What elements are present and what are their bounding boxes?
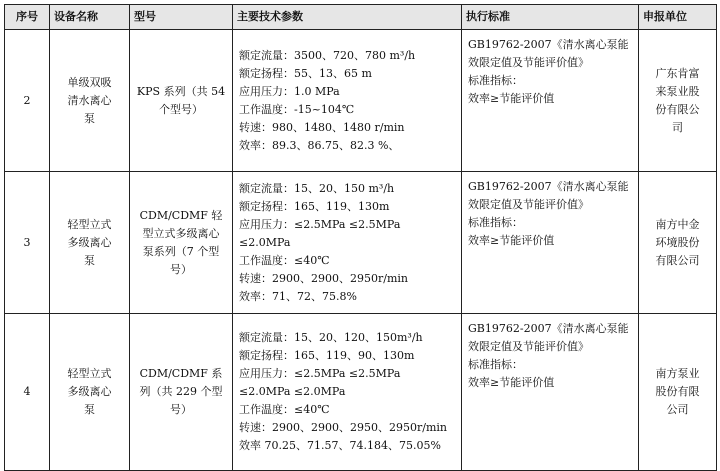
header-main-params: 主要技术参数 <box>233 5 462 30</box>
standard-cell <box>462 30 639 172</box>
table-row <box>5 314 717 471</box>
applicant-line: 股份有限 <box>655 385 700 398</box>
model-line: 列（共 229 个型 <box>139 385 223 398</box>
standard-line: 标准指标： <box>468 216 523 229</box>
standard-line: 效限定值及节能评价值》 <box>468 340 589 353</box>
model-line: CDM/CDMF 系 <box>139 367 223 380</box>
param-line: 应用压力：≤2.5MPa ≤2.5MPa <box>239 367 401 380</box>
applicant-line: 环境股份 <box>655 235 700 249</box>
standard-line: 标准指标： <box>468 358 523 371</box>
standard-line: 效率≥节能评价值 <box>468 376 555 389</box>
standard-cell <box>462 172 639 314</box>
device-name-line: 单级双吸 <box>67 75 112 89</box>
param-line: 转速：2900、2900、2950r/min <box>239 271 408 285</box>
applicant-cell <box>639 314 717 471</box>
model-line: CDM/CDMF 轻 <box>139 208 223 222</box>
param-line: 效率：89.3、86.75、82.3 %、 <box>239 138 400 152</box>
params-cell <box>233 172 462 314</box>
param-line: 额定扬程：55、13、65 m <box>239 66 372 80</box>
standard-line: GB19762-2007《清水离心泵能 <box>468 38 629 51</box>
applicant-line: 南方泵业 <box>655 367 700 380</box>
model-line: 泵系列（7 个型 <box>142 244 220 258</box>
param-line: 转速：2900、2900、2950、2950r/min <box>239 421 447 434</box>
device-name-line: 轻型立式 <box>67 367 112 380</box>
param-line: 转速：980、1480、1480 r/min <box>239 120 405 134</box>
param-line: 额定扬程：165、119、90、130m <box>239 349 415 362</box>
header-seq: 序号 <box>5 5 50 30</box>
model-line: 号） <box>170 403 192 416</box>
param-line: 额定流量：15、20、150 m³/h <box>239 181 395 195</box>
device-name-line: 轻型立式 <box>67 217 112 231</box>
param-line: 工作温度：-15~104℃ <box>239 102 355 116</box>
standard-line: 标准指标： <box>468 74 523 87</box>
param-line: 效率 70.25、71.57、74.184、75.05% <box>239 439 441 452</box>
param-line: 效率：71、72、75.8% <box>239 289 357 303</box>
device-name-cell <box>50 314 130 471</box>
model-line: KPS 系列（共 54 <box>136 84 226 98</box>
applicant-cell <box>639 30 717 172</box>
applicant-line: 有限公司 <box>655 253 700 267</box>
params-cell <box>233 30 462 172</box>
standard-line: 效率≥节能评价值 <box>468 234 555 247</box>
header-row <box>5 5 717 30</box>
device-name-cell <box>50 172 130 314</box>
model-cell <box>130 314 233 471</box>
model-line: 号） <box>170 262 192 276</box>
applicant-line: 份有限公 <box>655 102 700 116</box>
applicant-cell <box>639 172 717 314</box>
model-line: 型立式多级离心 <box>142 226 220 240</box>
header-model: 型号 <box>130 5 233 30</box>
param-line: 工作温度：≤40℃ <box>239 253 330 267</box>
applicant-line: 广东肯富 <box>655 66 700 80</box>
param-line: 额定扬程：165、119、130m <box>239 199 390 213</box>
model-line: 个型号） <box>159 102 203 116</box>
device-name-line: 泵 <box>84 111 95 125</box>
standard-line: 效限定值及节能评价值》 <box>468 56 589 69</box>
device-name-line: 泵 <box>84 403 95 416</box>
params-cell <box>233 314 462 471</box>
standard-cell <box>462 314 639 471</box>
header-device-name: 设备名称 <box>50 5 130 30</box>
param-line: ≤2.0MPa <box>239 235 291 249</box>
param-line: 工作温度：≤40℃ <box>239 403 330 416</box>
seq-cell: 3 <box>5 172 50 314</box>
param-line: 应用压力：1.0 MPa <box>239 84 340 98</box>
standard-line: GB19762-2007《清水离心泵能 <box>468 180 629 193</box>
table-row <box>5 172 717 314</box>
device-name-line: 多级离心 <box>67 385 112 398</box>
standard-line: 效限定值及节能评价值》 <box>468 198 589 211</box>
param-line: 额定流量：3500、720、780 m³/h <box>239 48 416 62</box>
applicant-line: 来泵业股 <box>655 84 700 98</box>
equipment-table <box>4 4 717 471</box>
model-cell <box>130 172 233 314</box>
seq-cell: 2 <box>5 30 50 172</box>
header-applicant: 申报单位 <box>639 5 717 30</box>
table-row <box>5 30 717 172</box>
standard-line: 效率≥节能评价值 <box>468 92 555 105</box>
applicant-line: 司 <box>672 120 683 134</box>
device-name-cell <box>50 30 130 172</box>
applicant-line: 南方中金 <box>655 217 700 231</box>
standard-line: GB19762-2007《清水离心泵能 <box>468 322 629 335</box>
device-name-line: 多级离心 <box>67 235 112 249</box>
header-standard: 执行标准 <box>462 5 639 30</box>
param-line: 应用压力：≤2.5MPa ≤2.5MPa <box>239 217 401 231</box>
model-cell <box>130 30 233 172</box>
device-name-line: 清水离心 <box>67 93 112 107</box>
param-line: 额定流量：15、20、120、150m³/h <box>239 331 423 344</box>
device-name-line: 泵 <box>84 253 95 267</box>
seq-cell: 4 <box>5 314 50 471</box>
param-line: ≤2.0MPa ≤2.0MPa <box>239 385 346 398</box>
applicant-line: 公司 <box>666 403 689 416</box>
